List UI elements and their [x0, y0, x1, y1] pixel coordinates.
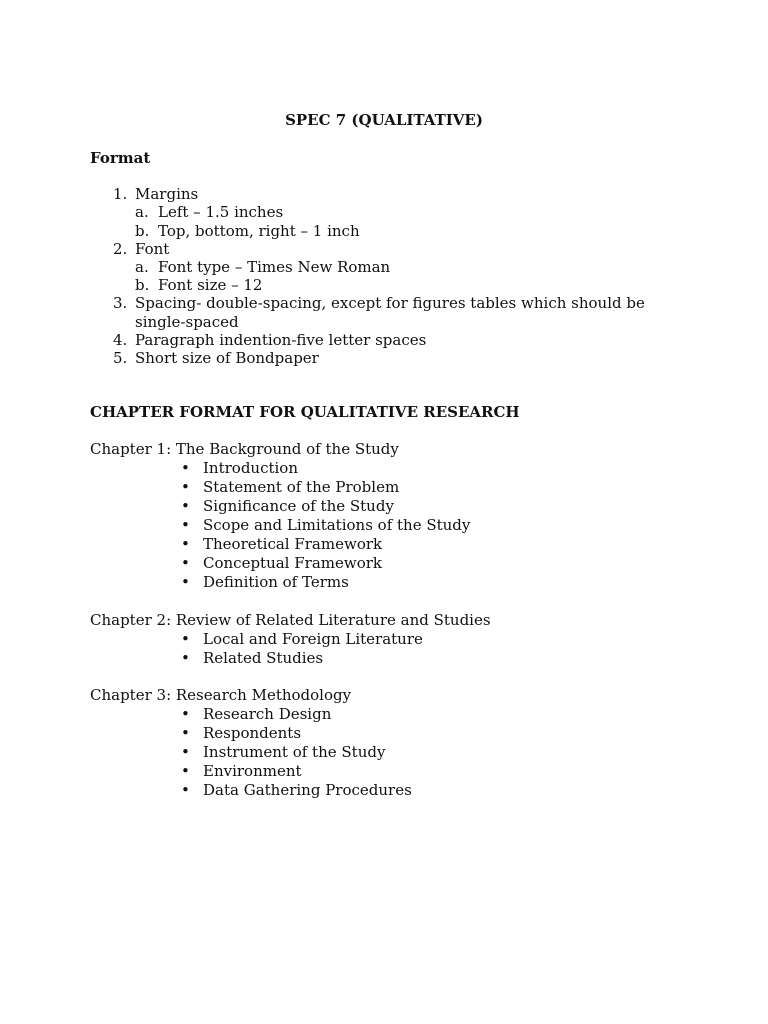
bullet-icon: • [181, 554, 190, 572]
bullet-item: Research Design [203, 705, 332, 723]
bullet-icon: • [181, 630, 190, 648]
bullet-icon: • [181, 478, 190, 496]
bullet-icon: • [181, 724, 190, 742]
chapter-title: Chapter 3: Research Methodology [90, 686, 352, 704]
bullet-icon: • [181, 743, 190, 761]
list-item-text: Margins [135, 185, 199, 203]
sub-item-text: Top, bottom, right – 1 inch [158, 222, 360, 240]
bullet-icon: • [181, 516, 190, 534]
bullet-item: Respondents [203, 724, 302, 742]
bullet-item: Related Studies [203, 649, 324, 667]
bullet-item: Data Gathering Procedures [203, 781, 412, 799]
bullet-icon: • [181, 535, 190, 553]
chapter-title: Chapter 1: The Background of the Study [90, 440, 399, 458]
bullet-item: Theoretical Framework [203, 535, 383, 553]
bullet-item: Environment [203, 762, 302, 780]
bullet-icon: • [181, 497, 190, 515]
chapter-format-heading: CHAPTER FORMAT FOR QUALITATIVE RESEARCH [90, 403, 520, 421]
format-heading: Format [90, 149, 151, 167]
list-item-text: Font [135, 240, 170, 258]
list-item-number: 5. [113, 349, 128, 367]
page-title: SPEC 7 (QUALITATIVE) [285, 111, 483, 129]
list-item-number: 1. [113, 185, 128, 203]
sub-item-text: Left – 1.5 inches [158, 203, 284, 221]
bullet-icon: • [181, 762, 190, 780]
bullet-item: Significance of the Study [203, 497, 394, 515]
list-item-number: 4. [113, 331, 128, 349]
list-item-number: 3. [113, 294, 128, 312]
sub-item-letter: b. [135, 276, 150, 294]
bullet-icon: • [181, 705, 190, 723]
sub-item-letter: b. [135, 222, 150, 240]
list-item-text: Paragraph indention-five letter spaces [135, 331, 427, 349]
bullet-item: Conceptual Framework [203, 554, 382, 572]
chapter-title: Chapter 2: Review of Related Literature and Studies [90, 611, 491, 629]
bullet-item: Introduction [203, 459, 298, 477]
bullet-item: Definition of Terms [203, 573, 349, 591]
list-item-text: Spacing- double-spacing, except for figures tables which should be [135, 294, 645, 312]
bullet-icon: • [181, 573, 190, 591]
bullet-icon: • [181, 459, 190, 477]
sub-item-letter: a. [135, 203, 149, 221]
bullet-icon: • [181, 649, 190, 667]
bullet-item: Instrument of the Study [203, 743, 386, 761]
list-item-continuation: single-spaced [135, 313, 239, 331]
bullet-item: Local and Foreign Literature [203, 630, 423, 648]
bullet-item: Statement of the Problem [203, 478, 400, 496]
sub-item-letter: a. [135, 258, 149, 276]
bullet-item: Scope and Limitations of the Study [203, 516, 471, 534]
bullet-icon: • [181, 781, 190, 799]
list-item-text: Short size of Bondpaper [135, 349, 319, 367]
sub-item-text: Font size – 12 [158, 276, 263, 294]
sub-item-text: Font type – Times New Roman [158, 258, 391, 276]
list-item-number: 2. [113, 240, 128, 258]
